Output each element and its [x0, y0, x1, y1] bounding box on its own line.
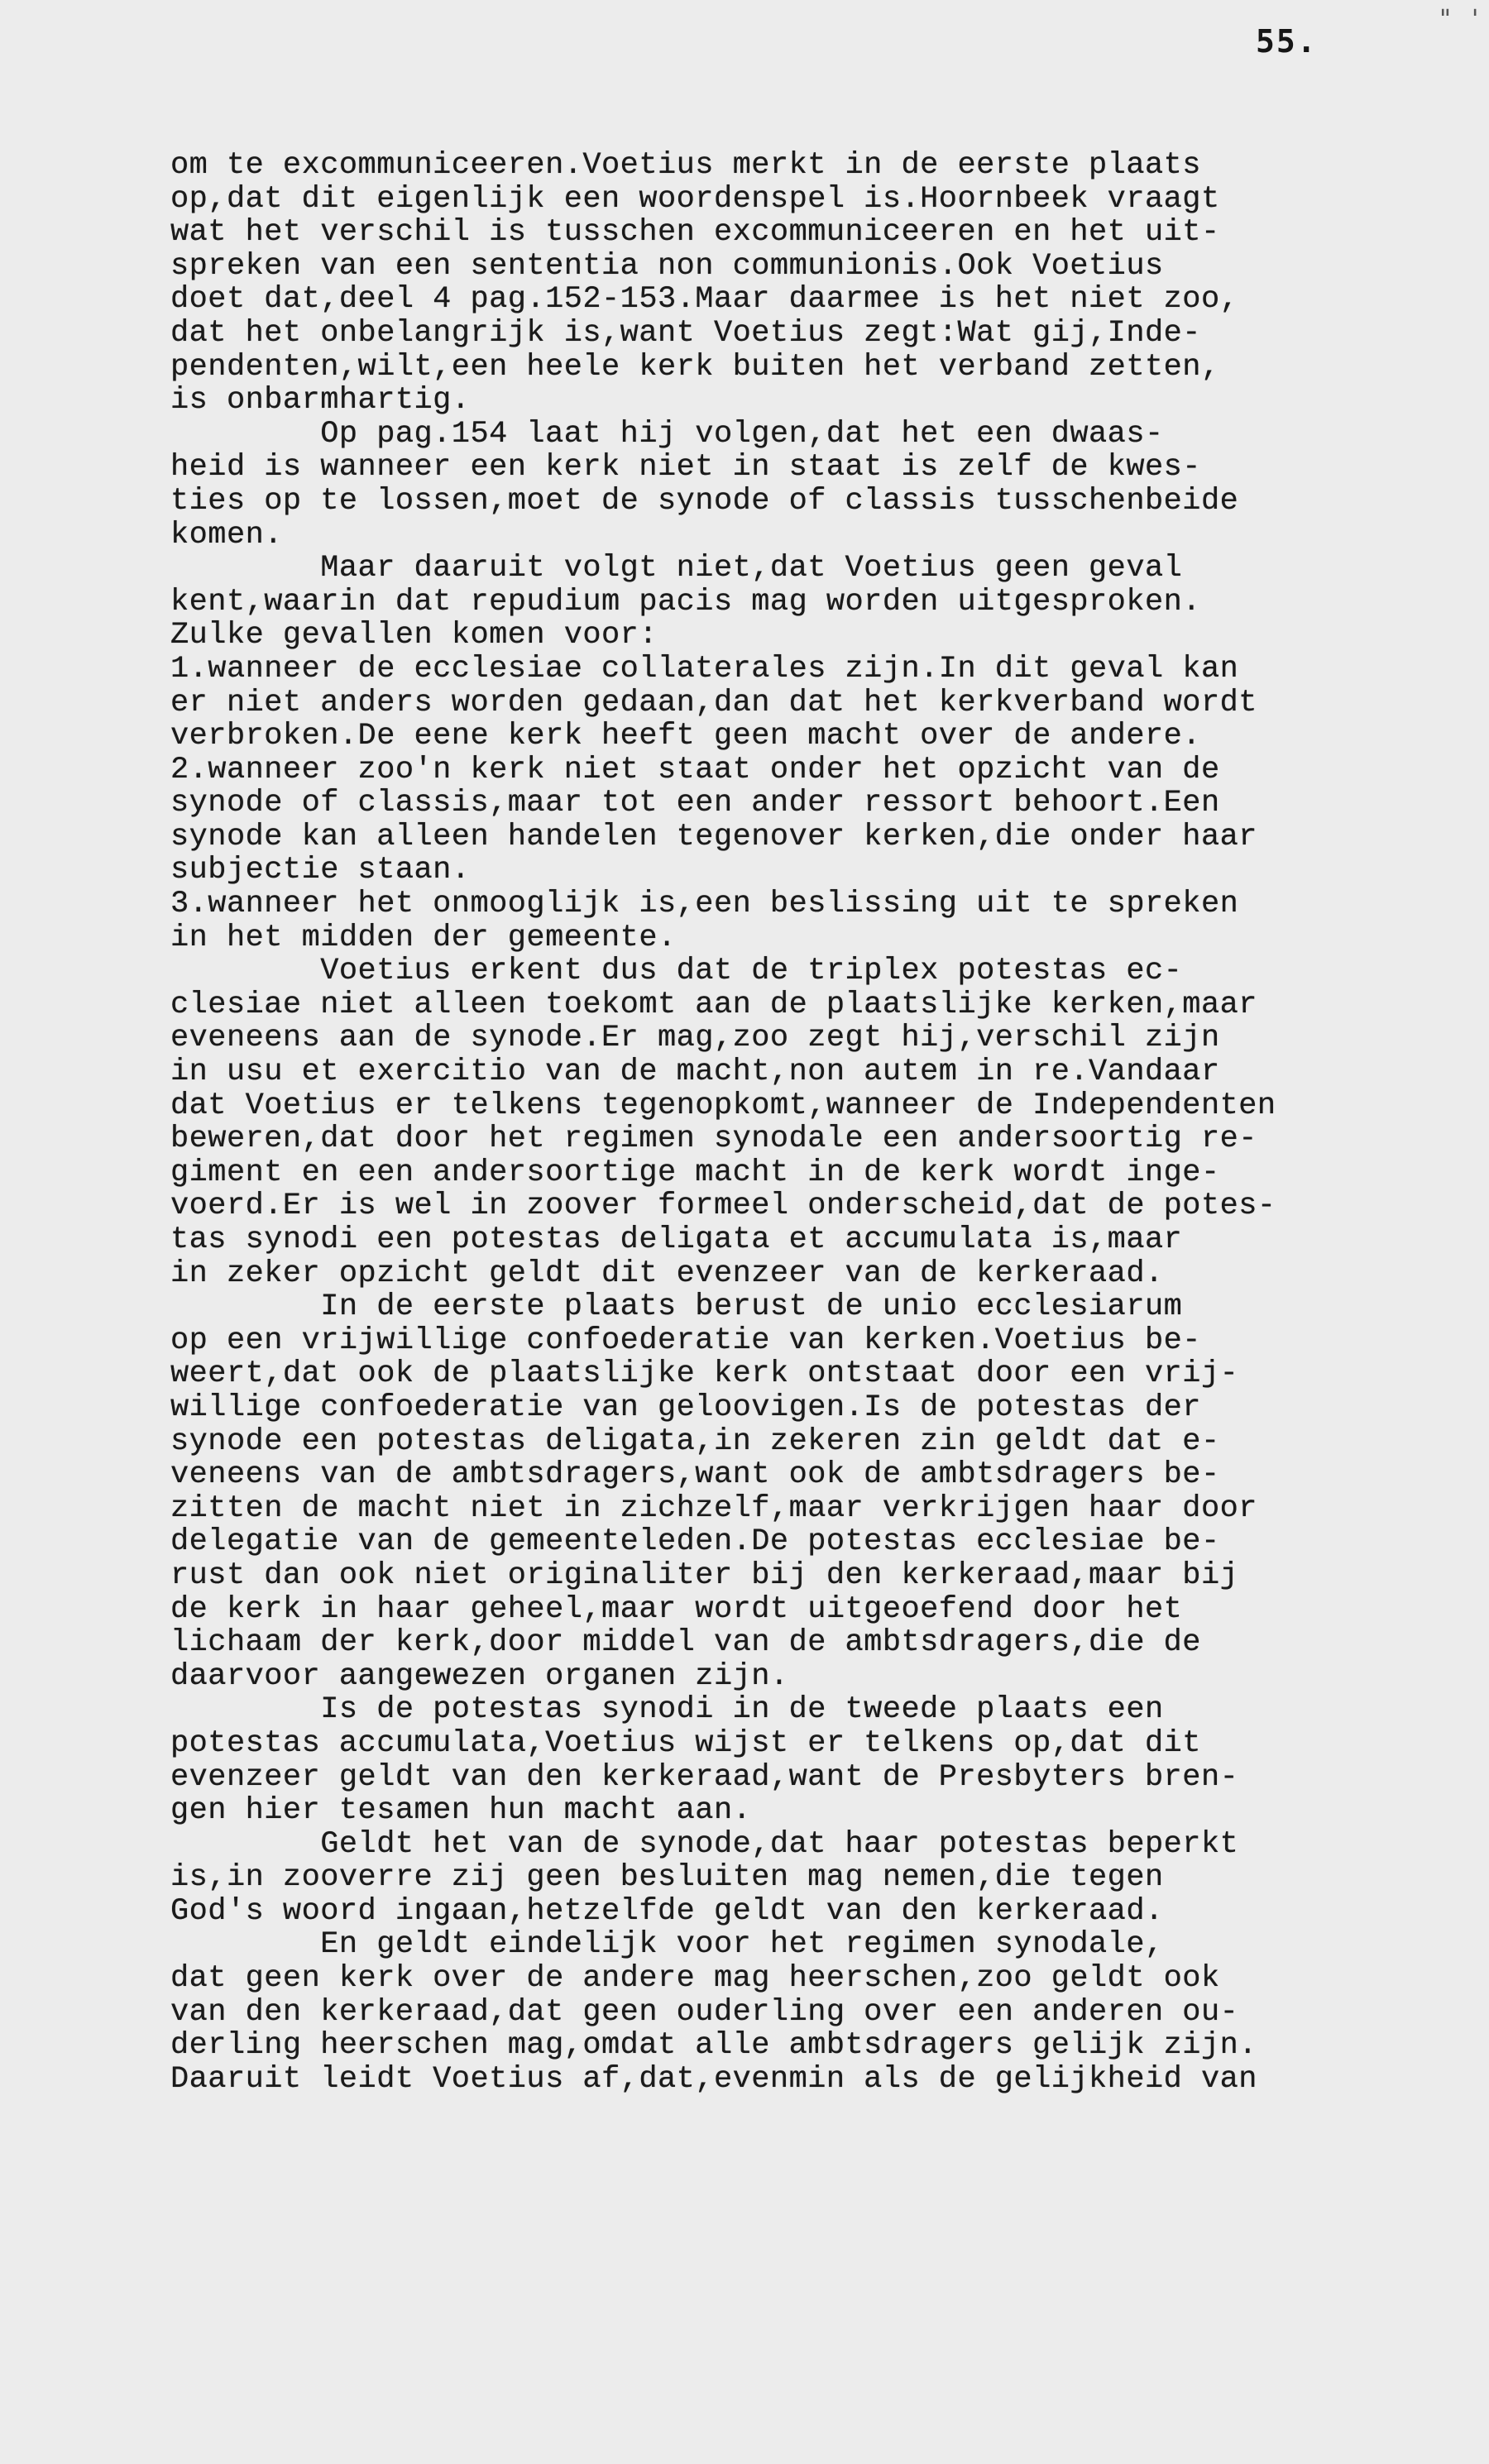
text-line: komen.: [170, 517, 283, 553]
text-line: clesiae niet alleen toekomt aan de plaatslijke kerken,maar: [170, 987, 1257, 1022]
text-line: in usu et exercitio van de macht,non autem in re.Vandaar: [170, 1055, 1220, 1090]
text-line: derling heerschen mag,omdat alle ambtsdragers gelijk zijn.: [170, 2028, 1257, 2064]
text-line: in het midden der gemeente.: [170, 920, 677, 955]
text-line: Geldt het van de synode,dat haar potestas beperkt: [170, 1826, 1239, 1862]
body-text: [170, 149, 1345, 2096]
text-line: heid is wanneer een kerk niet in staat is zelf de kwes-: [170, 450, 1201, 486]
text-line: wat het verschil is tusschen excommuniceeren en het uit-: [170, 215, 1220, 251]
text-line: Daaruit leidt Voetius af,dat,evenmin als de gelijkheid van: [170, 2061, 1257, 2097]
text-line: Op pag.154 laat hij volgen,dat het een dwaas-: [170, 416, 1164, 452]
text-line: spreken van een sententia non communionis.Ook Voetius: [170, 248, 1164, 284]
text-line: veneens van de ambtsdragers,want ook de ambtsdragers be-: [170, 1457, 1220, 1493]
text-line: lichaam der kerk,door middel van de ambtsdragers,die de: [170, 1625, 1201, 1661]
text-line: zitten de macht niet in zichzelf,maar verkrijgen haar door: [170, 1490, 1257, 1526]
text-line: 3.wanneer het onmooglijk is,een beslissing uit te spreken: [170, 887, 1239, 922]
text-line: ties op te lossen,moet de synode of classis tusschenbeide: [170, 483, 1239, 519]
text-line: synode of classis,maar tot een ander ressort behoort.Een: [170, 786, 1220, 821]
text-line: synode een potestas deligata,in zekeren zin geldt dat e-: [170, 1423, 1220, 1459]
text-line: evenzeer geldt van den kerkeraad,want de Presbyters bren-: [170, 1759, 1239, 1795]
text-line: rust dan ook niet originaliter bij den kerkeraad,maar bij: [170, 1557, 1239, 1593]
text-line: verbroken.De eene kerk heeft geen macht over de andere.: [170, 719, 1201, 754]
text-line: om te excommuniceeren.Voetius merkt in de eerste plaats: [170, 148, 1201, 183]
text-line: voerd.Er is wel in zoover formeel onderscheid,dat de potes-: [170, 1189, 1276, 1224]
text-line: beweren,dat door het regimen synodale een andersoortig re-: [170, 1122, 1257, 1157]
text-line: weert,dat ook de plaatslijke kerk ontstaat door een vrij-: [170, 1356, 1239, 1392]
text-line: En geldt eindelijk voor het regimen synodale,: [170, 1927, 1164, 1963]
text-line: is onbarmhartig.: [170, 383, 471, 419]
text-line: God's woord ingaan,hetzelfde geldt van den kerkeraad.: [170, 1893, 1164, 1929]
text-line: Maar daaruit volgt niet,dat Voetius geen geval: [170, 551, 1183, 586]
text-line: is,in zooverre zij geen besluiten mag nemen,die tegen: [170, 1860, 1164, 1896]
text-line: tas synodi een potestas deligata et accumulata is,maar: [170, 1222, 1183, 1257]
text-line: gen hier tesamen hun macht aan.: [170, 1793, 752, 1829]
text-line: Zulke gevallen komen voor:: [170, 618, 658, 653]
text-line: de kerk in haar geheel,maar wordt uitgeoefend door het: [170, 1591, 1183, 1627]
text-line: In de eerste plaats berust de unio ecclesiarum: [170, 1289, 1183, 1325]
text-line: subjectie staan.: [170, 853, 471, 888]
text-line: 2.wanneer zoo'n kerk niet staat onder het opzicht van de: [170, 752, 1220, 787]
text-line: in zeker opzicht geldt dit evenzeer van de kerkeraad.: [170, 1256, 1164, 1291]
text-line: potestas accumulata,Voetius wijst er telkens op,dat dit: [170, 1725, 1201, 1761]
text-line: doet dat,deel 4 pag.152-153.Maar daarmee is het niet zoo,: [170, 282, 1239, 318]
text-line: synode kan alleen handelen tegenover kerken,die onder haar: [170, 819, 1257, 854]
text-line: dat Voetius er telkens tegenopkomt,wanneer de Independenten: [170, 1088, 1276, 1123]
text-line: van den kerkeraad,dat geen ouderling over een anderen ou-: [170, 1994, 1239, 2030]
text-line: giment en een andersoortige macht in de kerk wordt inge-: [170, 1155, 1220, 1190]
text-line: willige confoederatie van geloovigen.Is de potestas der: [170, 1390, 1201, 1425]
text-line: Voetius erkent dus dat de triplex potestas ec-: [170, 954, 1183, 989]
text-line: op een vrijwillige confoederatie van kerken.Voetius be-: [170, 1323, 1201, 1358]
text-line: delegatie van de gemeenteleden.De potestas ecclesiae be-: [170, 1524, 1220, 1560]
page-number: 55.: [1256, 23, 1318, 60]
text-line: dat het onbelangrijk is,want Voetius zegt:Wat gij,Inde-: [170, 315, 1201, 351]
text-line: op,dat dit eigenlijk een woordenspel is.Hoornbeek vraagt: [170, 181, 1220, 217]
text-line: eveneens aan de synode.Er mag,zoo zegt hij,verschil zijn: [170, 1021, 1220, 1056]
text-line: Is de potestas synodi in de tweede plaats een: [170, 1692, 1164, 1728]
corner-mark: " ': [1438, 5, 1483, 34]
text-line: pendenten,wilt,een heele kerk buiten het verband zetten,: [170, 349, 1220, 385]
text-line: 1.wanneer de ecclesiae collaterales zijn.In dit geval kan: [170, 651, 1239, 687]
text-line: kent,waarin dat repudium pacis mag worden uitgesproken.: [170, 584, 1201, 620]
text-line: er niet anders worden gedaan,dan dat het kerkverband wordt: [170, 685, 1257, 720]
text-line: dat geen kerk over de andere mag heerschen,zoo geldt ook: [170, 1961, 1220, 1997]
text-line: daarvoor aangewezen organen zijn.: [170, 1658, 789, 1694]
